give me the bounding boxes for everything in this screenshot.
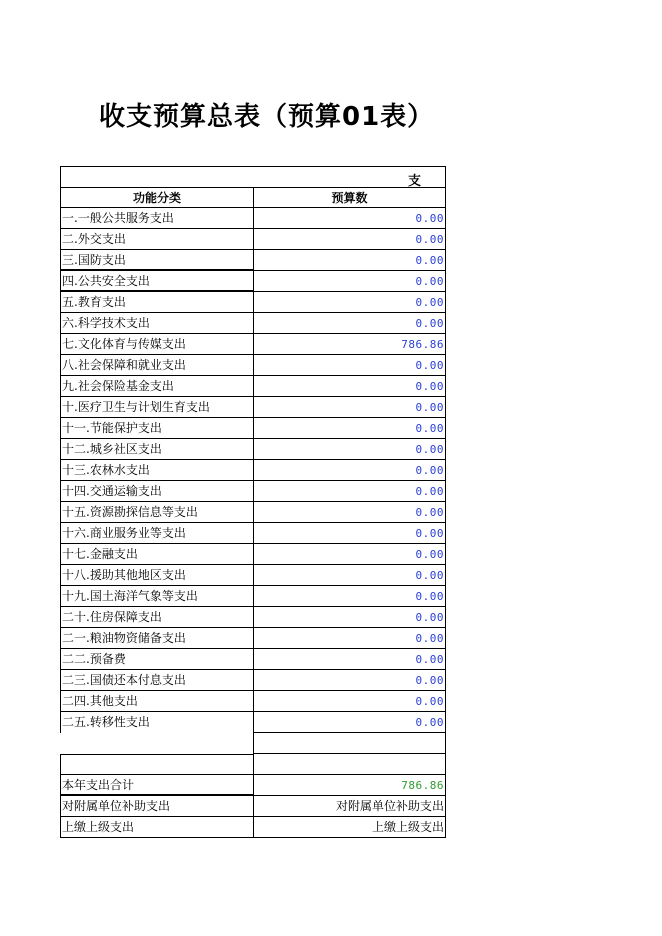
row-label: 十四.交通运输支出 [60, 481, 253, 502]
table-row[interactable] [60, 523, 446, 544]
table-row[interactable] [60, 313, 446, 334]
table-row[interactable] [60, 418, 446, 439]
table-row[interactable] [60, 607, 446, 628]
row-value: 0.00 [253, 355, 446, 376]
row-label: 十七.金融支出 [60, 544, 253, 565]
row-value: 0.00 [253, 292, 446, 313]
row-label: 十八.援助其他地区支出 [60, 565, 253, 586]
row-value: 0.00 [253, 502, 446, 523]
row-value: 0.00 [253, 313, 446, 334]
total-label: 本年支出合计 [60, 775, 253, 796]
table-row[interactable] [60, 376, 446, 397]
blank-row [60, 754, 446, 775]
row-label: 十五.资源勘探信息等支出 [60, 502, 253, 523]
row-label: 十二.城乡社区支出 [60, 439, 253, 460]
table-row[interactable] [60, 334, 446, 355]
total-value: 786.86 [253, 775, 446, 796]
row-value: 0.00 [253, 712, 446, 733]
row-label: 八.社会保障和就业支出 [60, 355, 253, 376]
table-row[interactable] [60, 355, 446, 376]
footer-label: 上缴上级支出 [60, 817, 253, 838]
table-row[interactable] [60, 712, 446, 733]
row-label: 二.外交支出 [60, 229, 253, 250]
row-value: 0.00 [253, 208, 446, 229]
row-label: 一.一般公共服务支出 [60, 208, 253, 229]
section-header-label: 支 [408, 174, 422, 189]
table-row[interactable] [60, 565, 446, 586]
row-value: 0.00 [253, 523, 446, 544]
row-label: 十三.农林水支出 [60, 460, 253, 481]
row-value: 0.00 [253, 607, 446, 628]
table-row[interactable] [60, 691, 446, 712]
table-row[interactable] [60, 544, 446, 565]
table-row[interactable] [60, 250, 446, 271]
table-row[interactable] [60, 439, 446, 460]
row-value: 0.00 [253, 628, 446, 649]
table-row[interactable] [60, 586, 446, 607]
row-label: 二四.其他支出 [60, 691, 253, 712]
row-value: 0.00 [253, 565, 446, 586]
table-row[interactable] [60, 271, 446, 292]
row-label: 十一.节能保护支出 [60, 418, 253, 439]
row-label: 十九.国土海洋气象等支出 [60, 586, 253, 607]
column-header-amount: 预算数 [253, 187, 446, 208]
table-header-row [60, 187, 446, 208]
row-value: 0.00 [253, 397, 446, 418]
section-header [60, 166, 446, 187]
page-title: 收支预算总表（预算01表） [99, 102, 435, 132]
row-label: 二十.住房保障支出 [60, 607, 253, 628]
row-value: 0.00 [253, 460, 446, 481]
row-value: 0.00 [253, 250, 446, 271]
row-value: 0.00 [253, 670, 446, 691]
table-row[interactable] [60, 292, 446, 313]
footer-row[interactable] [60, 796, 446, 817]
table-row[interactable] [60, 628, 446, 649]
row-value: 0.00 [253, 691, 446, 712]
row-value: 0.00 [253, 376, 446, 397]
row-value: 0.00 [253, 649, 446, 670]
row-value: 0.00 [253, 544, 446, 565]
blank-row [60, 733, 446, 754]
footer-value: 对附属单位补助支出 [253, 796, 446, 817]
row-value: 0.00 [253, 481, 446, 502]
table-row[interactable] [60, 397, 446, 418]
row-value: 786.86 [253, 334, 446, 355]
table-row[interactable] [60, 229, 446, 250]
row-label: 十六.商业服务业等支出 [60, 523, 253, 544]
footer-row[interactable] [60, 817, 446, 838]
row-label: 九.社会保险基金支出 [60, 376, 253, 397]
row-label: 五.教育支出 [60, 292, 253, 313]
row-value: 0.00 [253, 586, 446, 607]
budget-table [60, 166, 446, 838]
row-label: 十.医疗卫生与计划生育支出 [60, 397, 253, 418]
total-row[interactable] [60, 775, 446, 796]
row-label: 二二.预备费 [60, 649, 253, 670]
row-label: 二一.粮油物资储备支出 [60, 628, 253, 649]
row-value: 0.00 [253, 229, 446, 250]
row-label: 三.国防支出 [60, 250, 253, 271]
row-value: 0.00 [253, 418, 446, 439]
column-header-category: 功能分类 [60, 187, 253, 208]
row-label: 二五.转移性支出 [60, 712, 253, 733]
table-row[interactable] [60, 481, 446, 502]
table-row[interactable] [60, 649, 446, 670]
row-label: 二三.国债还本付息支出 [60, 670, 253, 691]
footer-value: 上缴上级支出 [253, 817, 446, 838]
table-row[interactable] [60, 502, 446, 523]
footer-label: 对附属单位补助支出 [60, 796, 253, 817]
row-label: 六.科学技术支出 [60, 313, 253, 334]
table-row[interactable] [60, 670, 446, 691]
row-value: 0.00 [253, 439, 446, 460]
row-label: 七.文化体育与传媒支出 [60, 334, 253, 355]
row-label: 四.公共安全支出 [60, 271, 253, 292]
table-row[interactable] [60, 208, 446, 229]
row-value: 0.00 [253, 271, 446, 292]
table-row[interactable] [60, 460, 446, 481]
